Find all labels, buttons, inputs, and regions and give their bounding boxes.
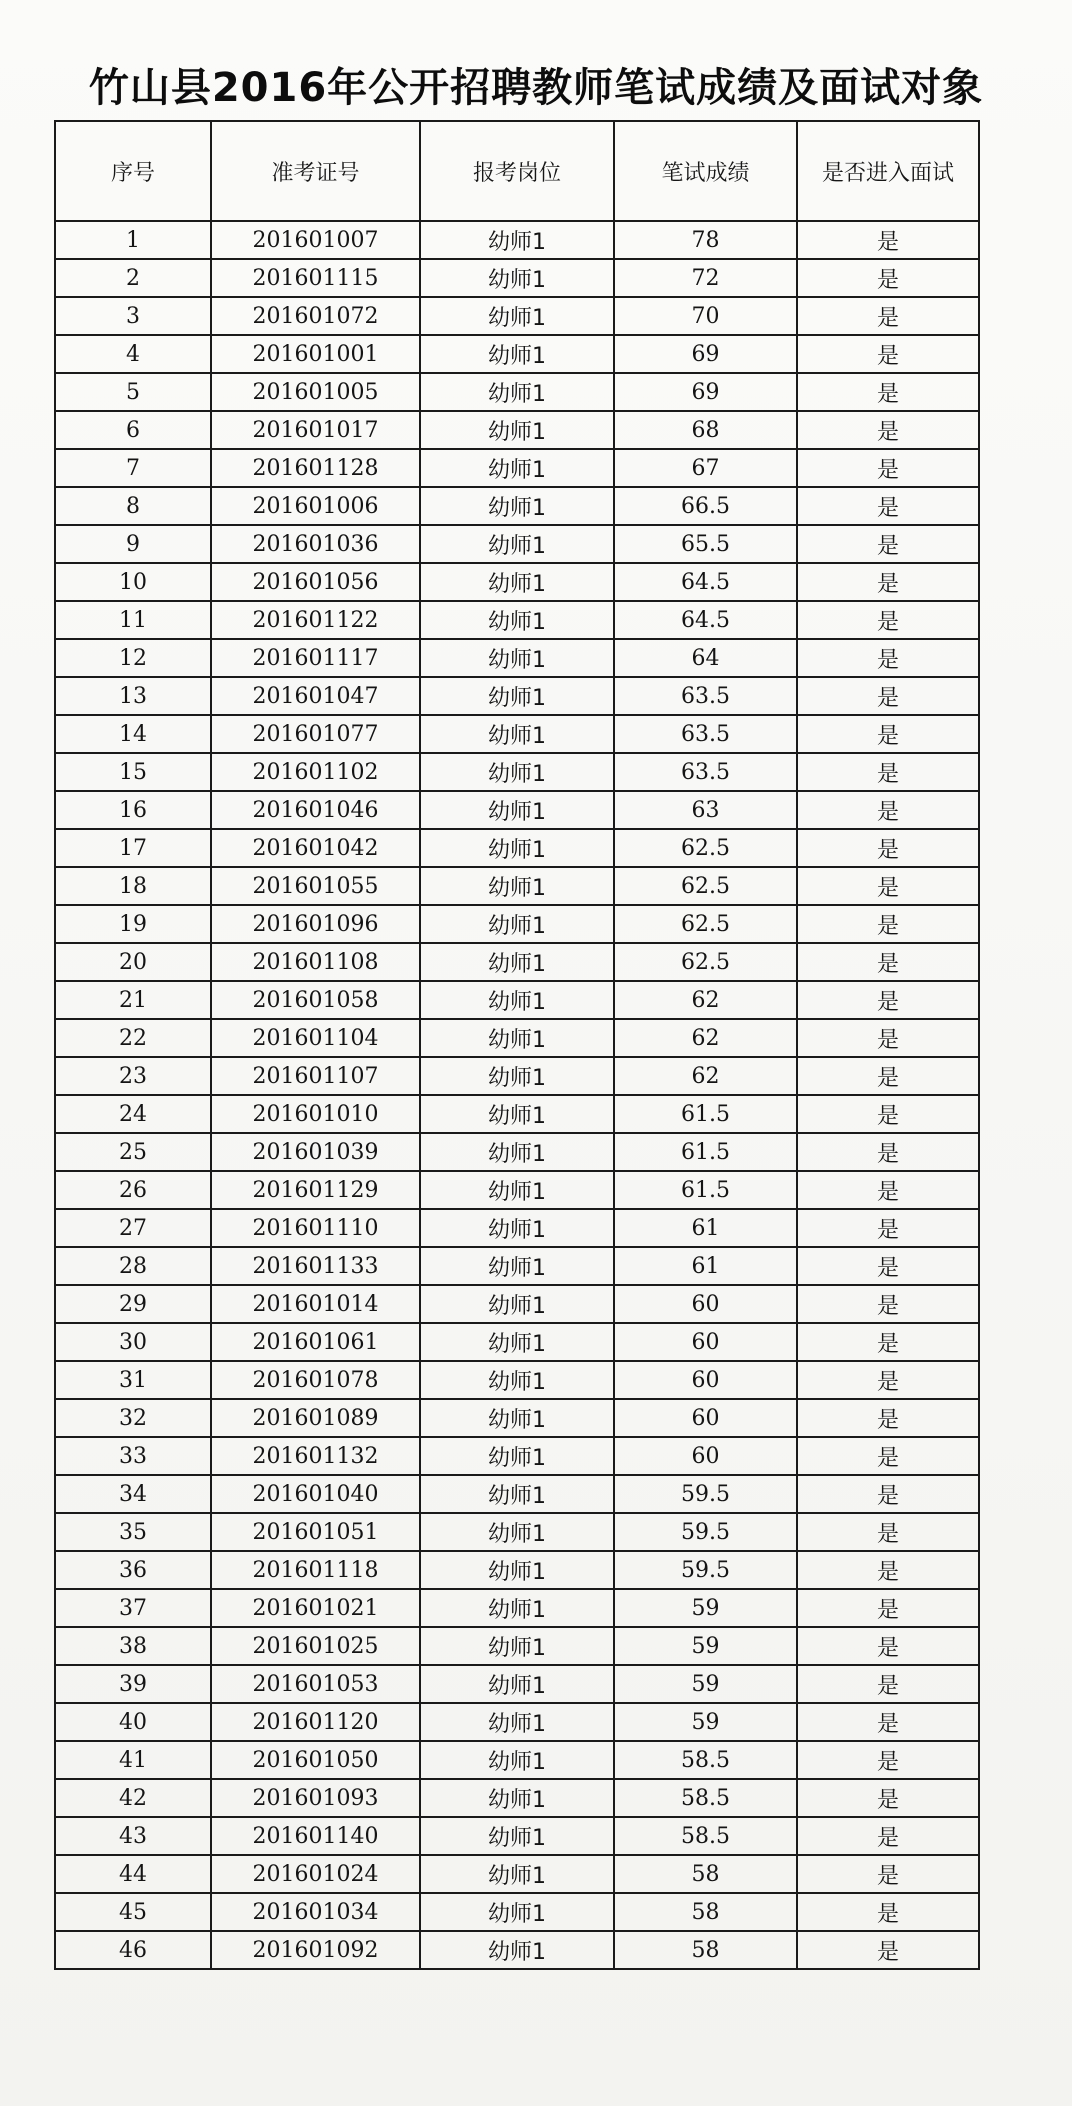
header-interview-status: 是否进入面试 xyxy=(797,121,979,221)
table-row xyxy=(55,791,979,829)
table-header-row xyxy=(55,121,979,221)
table-row xyxy=(55,715,979,753)
applied-position-cell: 幼师1 xyxy=(420,715,614,753)
exam-ticket-number-cell: 201601046 xyxy=(211,791,420,829)
interview-status-cell: 是 xyxy=(797,1437,979,1475)
serial-number-cell: 43 xyxy=(55,1817,211,1855)
interview-status-cell: 是 xyxy=(797,1779,979,1817)
table-row xyxy=(55,1779,979,1817)
written-score-cell: 61.5 xyxy=(614,1095,797,1133)
exam-ticket-number-cell: 201601053 xyxy=(211,1665,420,1703)
exam-ticket-number-cell: 201601072 xyxy=(211,297,420,335)
exam-ticket-number-cell: 201601077 xyxy=(211,715,420,753)
table-row xyxy=(55,1133,979,1171)
applied-position-cell: 幼师1 xyxy=(420,373,614,411)
applied-position-cell: 幼师1 xyxy=(420,1323,614,1361)
applied-position-cell: 幼师1 xyxy=(420,221,614,259)
interview-status-cell: 是 xyxy=(797,1589,979,1627)
header-applied-position: 报考岗位 xyxy=(420,121,614,221)
written-score-cell: 65.5 xyxy=(614,525,797,563)
exam-ticket-number-cell: 201601025 xyxy=(211,1627,420,1665)
applied-position-cell: 幼师1 xyxy=(420,1665,614,1703)
written-score-cell: 60 xyxy=(614,1285,797,1323)
serial-number-cell: 20 xyxy=(55,943,211,981)
serial-number-cell: 8 xyxy=(55,487,211,525)
written-score-cell: 59 xyxy=(614,1627,797,1665)
serial-number-cell: 3 xyxy=(55,297,211,335)
table-row xyxy=(55,373,979,411)
serial-number-cell: 39 xyxy=(55,1665,211,1703)
table-row xyxy=(55,1703,979,1741)
serial-number-cell: 37 xyxy=(55,1589,211,1627)
exam-ticket-number-cell: 201601128 xyxy=(211,449,420,487)
exam-ticket-number-cell: 201601005 xyxy=(211,373,420,411)
serial-number-cell: 31 xyxy=(55,1361,211,1399)
serial-number-cell: 32 xyxy=(55,1399,211,1437)
written-score-cell: 58.5 xyxy=(614,1779,797,1817)
written-score-cell: 59.5 xyxy=(614,1551,797,1589)
serial-number-cell: 23 xyxy=(55,1057,211,1095)
exam-ticket-number-cell: 201601089 xyxy=(211,1399,420,1437)
applied-position-cell: 幼师1 xyxy=(420,411,614,449)
interview-status-cell: 是 xyxy=(797,1855,979,1893)
applied-position-cell: 幼师1 xyxy=(420,335,614,373)
applied-position-cell: 幼师1 xyxy=(420,601,614,639)
written-score-cell: 61 xyxy=(614,1209,797,1247)
table-row xyxy=(55,1893,979,1931)
interview-status-cell: 是 xyxy=(797,1247,979,1285)
table-row xyxy=(55,1057,979,1095)
table-row xyxy=(55,563,979,601)
interview-status-cell: 是 xyxy=(797,1095,979,1133)
table-row xyxy=(55,1399,979,1437)
applied-position-cell: 幼师1 xyxy=(420,1855,614,1893)
header-exam-ticket-number: 准考证号 xyxy=(211,121,420,221)
applied-position-cell: 幼师1 xyxy=(420,1285,614,1323)
applied-position-cell: 幼师1 xyxy=(420,1399,614,1437)
written-score-cell: 72 xyxy=(614,259,797,297)
table-row xyxy=(55,1437,979,1475)
table-row xyxy=(55,1475,979,1513)
applied-position-cell: 幼师1 xyxy=(420,1931,614,1969)
table-row xyxy=(55,1247,979,1285)
serial-number-cell: 19 xyxy=(55,905,211,943)
written-score-cell: 59 xyxy=(614,1703,797,1741)
applied-position-cell: 幼师1 xyxy=(420,1589,614,1627)
exam-ticket-number-cell: 201601102 xyxy=(211,753,420,791)
written-score-cell: 63 xyxy=(614,791,797,829)
exam-ticket-number-cell: 201601110 xyxy=(211,1209,420,1247)
exam-ticket-number-cell: 201601129 xyxy=(211,1171,420,1209)
written-score-cell: 78 xyxy=(614,221,797,259)
applied-position-cell: 幼师1 xyxy=(420,1513,614,1551)
interview-status-cell: 是 xyxy=(797,1703,979,1741)
written-score-cell: 62.5 xyxy=(614,943,797,981)
written-score-cell: 61.5 xyxy=(614,1133,797,1171)
applied-position-cell: 幼师1 xyxy=(420,487,614,525)
serial-number-cell: 42 xyxy=(55,1779,211,1817)
interview-status-cell: 是 xyxy=(797,1057,979,1095)
written-score-cell: 60 xyxy=(614,1437,797,1475)
exam-ticket-number-cell: 201601047 xyxy=(211,677,420,715)
interview-status-cell: 是 xyxy=(797,259,979,297)
applied-position-cell: 幼师1 xyxy=(420,1741,614,1779)
exam-ticket-number-cell: 201601006 xyxy=(211,487,420,525)
interview-status-cell: 是 xyxy=(797,221,979,259)
header-written-score: 笔试成绩 xyxy=(614,121,797,221)
exam-ticket-number-cell: 201601117 xyxy=(211,639,420,677)
serial-number-cell: 1 xyxy=(55,221,211,259)
table-row xyxy=(55,1095,979,1133)
written-score-cell: 64.5 xyxy=(614,601,797,639)
serial-number-cell: 11 xyxy=(55,601,211,639)
serial-number-cell: 5 xyxy=(55,373,211,411)
applied-position-cell: 幼师1 xyxy=(420,867,614,905)
applied-position-cell: 幼师1 xyxy=(420,525,614,563)
table-row xyxy=(55,1513,979,1551)
table-row xyxy=(55,335,979,373)
exam-ticket-number-cell: 201601017 xyxy=(211,411,420,449)
exam-ticket-number-cell: 201601118 xyxy=(211,1551,420,1589)
interview-status-cell: 是 xyxy=(797,411,979,449)
exam-ticket-number-cell: 201601010 xyxy=(211,1095,420,1133)
serial-number-cell: 28 xyxy=(55,1247,211,1285)
written-score-cell: 58 xyxy=(614,1931,797,1969)
interview-status-cell: 是 xyxy=(797,449,979,487)
serial-number-cell: 41 xyxy=(55,1741,211,1779)
exam-ticket-number-cell: 201601014 xyxy=(211,1285,420,1323)
exam-ticket-number-cell: 201601140 xyxy=(211,1817,420,1855)
table-row xyxy=(55,1323,979,1361)
serial-number-cell: 36 xyxy=(55,1551,211,1589)
table-row xyxy=(55,829,979,867)
interview-status-cell: 是 xyxy=(797,1475,979,1513)
applied-position-cell: 幼师1 xyxy=(420,1817,614,1855)
interview-status-cell: 是 xyxy=(797,1513,979,1551)
table-row xyxy=(55,259,979,297)
interview-status-cell: 是 xyxy=(797,1133,979,1171)
applied-position-cell: 幼师1 xyxy=(420,449,614,487)
applied-position-cell: 幼师1 xyxy=(420,677,614,715)
exam-ticket-number-cell: 201601093 xyxy=(211,1779,420,1817)
table-row xyxy=(55,867,979,905)
applied-position-cell: 幼师1 xyxy=(420,1171,614,1209)
table-row xyxy=(55,1627,979,1665)
interview-status-cell: 是 xyxy=(797,1323,979,1361)
serial-number-cell: 24 xyxy=(55,1095,211,1133)
written-score-cell: 59 xyxy=(614,1589,797,1627)
serial-number-cell: 25 xyxy=(55,1133,211,1171)
exam-ticket-number-cell: 201601133 xyxy=(211,1247,420,1285)
page-title: 竹山县2016年公开招聘教师笔试成绩及面试对象 xyxy=(88,65,984,111)
table-row xyxy=(55,221,979,259)
serial-number-cell: 18 xyxy=(55,867,211,905)
applied-position-cell: 幼师1 xyxy=(420,905,614,943)
applied-position-cell: 幼师1 xyxy=(420,1551,614,1589)
exam-ticket-number-cell: 201601007 xyxy=(211,221,420,259)
table-row xyxy=(55,639,979,677)
table-row xyxy=(55,677,979,715)
written-score-cell: 58 xyxy=(614,1855,797,1893)
written-score-cell: 62.5 xyxy=(614,829,797,867)
serial-number-cell: 27 xyxy=(55,1209,211,1247)
serial-number-cell: 30 xyxy=(55,1323,211,1361)
written-score-cell: 64 xyxy=(614,639,797,677)
interview-status-cell: 是 xyxy=(797,1665,979,1703)
exam-ticket-number-cell: 201601058 xyxy=(211,981,420,1019)
exam-ticket-number-cell: 201601042 xyxy=(211,829,420,867)
written-score-cell: 60 xyxy=(614,1399,797,1437)
interview-status-cell: 是 xyxy=(797,1285,979,1323)
exam-ticket-number-cell: 201601040 xyxy=(211,1475,420,1513)
serial-number-cell: 7 xyxy=(55,449,211,487)
written-score-cell: 60 xyxy=(614,1323,797,1361)
exam-ticket-number-cell: 201601078 xyxy=(211,1361,420,1399)
table-row xyxy=(55,1855,979,1893)
interview-status-cell: 是 xyxy=(797,905,979,943)
interview-status-cell: 是 xyxy=(797,829,979,867)
table-row xyxy=(55,1171,979,1209)
interview-status-cell: 是 xyxy=(797,1627,979,1665)
serial-number-cell: 2 xyxy=(55,259,211,297)
table-row xyxy=(55,449,979,487)
table-body xyxy=(55,221,979,1969)
exam-ticket-number-cell: 201601050 xyxy=(211,1741,420,1779)
interview-status-cell: 是 xyxy=(797,1361,979,1399)
exam-ticket-number-cell: 201601107 xyxy=(211,1057,420,1095)
table-row xyxy=(55,1361,979,1399)
serial-number-cell: 16 xyxy=(55,791,211,829)
written-score-cell: 58.5 xyxy=(614,1817,797,1855)
interview-status-cell: 是 xyxy=(797,677,979,715)
exam-ticket-number-cell: 201601132 xyxy=(211,1437,420,1475)
written-score-cell: 69 xyxy=(614,335,797,373)
applied-position-cell: 幼师1 xyxy=(420,1779,614,1817)
written-score-cell: 61 xyxy=(614,1247,797,1285)
serial-number-cell: 15 xyxy=(55,753,211,791)
written-score-cell: 67 xyxy=(614,449,797,487)
written-score-cell: 63.5 xyxy=(614,753,797,791)
serial-number-cell: 35 xyxy=(55,1513,211,1551)
table-row xyxy=(55,411,979,449)
serial-number-cell: 29 xyxy=(55,1285,211,1323)
interview-status-cell: 是 xyxy=(797,867,979,905)
applied-position-cell: 幼师1 xyxy=(420,791,614,829)
table-row xyxy=(55,1817,979,1855)
interview-status-cell: 是 xyxy=(797,715,979,753)
written-score-cell: 62 xyxy=(614,1057,797,1095)
table-row xyxy=(55,1551,979,1589)
serial-number-cell: 6 xyxy=(55,411,211,449)
serial-number-cell: 14 xyxy=(55,715,211,753)
interview-status-cell: 是 xyxy=(797,1209,979,1247)
written-score-cell: 58 xyxy=(614,1893,797,1931)
table-row xyxy=(55,981,979,1019)
interview-status-cell: 是 xyxy=(797,1019,979,1057)
table-row xyxy=(55,1589,979,1627)
serial-number-cell: 10 xyxy=(55,563,211,601)
interview-status-cell: 是 xyxy=(797,1171,979,1209)
applied-position-cell: 幼师1 xyxy=(420,1703,614,1741)
exam-ticket-number-cell: 201601104 xyxy=(211,1019,420,1057)
interview-status-cell: 是 xyxy=(797,1399,979,1437)
interview-status-cell: 是 xyxy=(797,1893,979,1931)
table-row xyxy=(55,905,979,943)
written-score-cell: 58.5 xyxy=(614,1741,797,1779)
written-score-cell: 62 xyxy=(614,1019,797,1057)
exam-ticket-number-cell: 201601061 xyxy=(211,1323,420,1361)
serial-number-cell: 4 xyxy=(55,335,211,373)
serial-number-cell: 33 xyxy=(55,1437,211,1475)
table-row xyxy=(55,525,979,563)
serial-number-cell: 45 xyxy=(55,1893,211,1931)
applied-position-cell: 幼师1 xyxy=(420,1475,614,1513)
serial-number-cell: 9 xyxy=(55,525,211,563)
exam-ticket-number-cell: 201601092 xyxy=(211,1931,420,1969)
serial-number-cell: 40 xyxy=(55,1703,211,1741)
exam-ticket-number-cell: 201601024 xyxy=(211,1855,420,1893)
table-row xyxy=(55,1209,979,1247)
written-score-cell: 60 xyxy=(614,1361,797,1399)
interview-status-cell: 是 xyxy=(797,639,979,677)
written-score-cell: 62 xyxy=(614,981,797,1019)
table-row xyxy=(55,1931,979,1969)
interview-status-cell: 是 xyxy=(797,1551,979,1589)
serial-number-cell: 44 xyxy=(55,1855,211,1893)
applied-position-cell: 幼师1 xyxy=(420,297,614,335)
applied-position-cell: 幼师1 xyxy=(420,563,614,601)
serial-number-cell: 13 xyxy=(55,677,211,715)
serial-number-cell: 38 xyxy=(55,1627,211,1665)
serial-number-cell: 34 xyxy=(55,1475,211,1513)
applied-position-cell: 幼师1 xyxy=(420,943,614,981)
interview-status-cell: 是 xyxy=(797,487,979,525)
serial-number-cell: 12 xyxy=(55,639,211,677)
scores-table xyxy=(54,120,980,1970)
written-score-cell: 68 xyxy=(614,411,797,449)
interview-status-cell: 是 xyxy=(797,1931,979,1969)
exam-ticket-number-cell: 201601120 xyxy=(211,1703,420,1741)
interview-status-cell: 是 xyxy=(797,563,979,601)
interview-status-cell: 是 xyxy=(797,981,979,1019)
interview-status-cell: 是 xyxy=(797,943,979,981)
exam-ticket-number-cell: 201601115 xyxy=(211,259,420,297)
table-row xyxy=(55,297,979,335)
interview-status-cell: 是 xyxy=(797,297,979,335)
interview-status-cell: 是 xyxy=(797,335,979,373)
written-score-cell: 69 xyxy=(614,373,797,411)
applied-position-cell: 幼师1 xyxy=(420,1247,614,1285)
written-score-cell: 64.5 xyxy=(614,563,797,601)
exam-ticket-number-cell: 201601036 xyxy=(211,525,420,563)
written-score-cell: 59.5 xyxy=(614,1475,797,1513)
serial-number-cell: 17 xyxy=(55,829,211,867)
written-score-cell: 63.5 xyxy=(614,715,797,753)
table-row xyxy=(55,487,979,525)
exam-ticket-number-cell: 201601034 xyxy=(211,1893,420,1931)
written-score-cell: 59.5 xyxy=(614,1513,797,1551)
interview-status-cell: 是 xyxy=(797,753,979,791)
applied-position-cell: 幼师1 xyxy=(420,1627,614,1665)
written-score-cell: 66.5 xyxy=(614,487,797,525)
exam-ticket-number-cell: 201601108 xyxy=(211,943,420,981)
interview-status-cell: 是 xyxy=(797,373,979,411)
interview-status-cell: 是 xyxy=(797,1741,979,1779)
exam-ticket-number-cell: 201601122 xyxy=(211,601,420,639)
interview-status-cell: 是 xyxy=(797,791,979,829)
applied-position-cell: 幼师1 xyxy=(420,1057,614,1095)
exam-ticket-number-cell: 201601056 xyxy=(211,563,420,601)
applied-position-cell: 幼师1 xyxy=(420,981,614,1019)
interview-status-cell: 是 xyxy=(797,601,979,639)
serial-number-cell: 46 xyxy=(55,1931,211,1969)
exam-ticket-number-cell: 201601039 xyxy=(211,1133,420,1171)
applied-position-cell: 幼师1 xyxy=(420,1893,614,1931)
written-score-cell: 59 xyxy=(614,1665,797,1703)
applied-position-cell: 幼师1 xyxy=(420,639,614,677)
applied-position-cell: 幼师1 xyxy=(420,1133,614,1171)
applied-position-cell: 幼师1 xyxy=(420,1361,614,1399)
table-row xyxy=(55,1285,979,1323)
written-score-cell: 62.5 xyxy=(614,905,797,943)
table-row xyxy=(55,753,979,791)
exam-ticket-number-cell: 201601001 xyxy=(211,335,420,373)
exam-ticket-number-cell: 201601096 xyxy=(211,905,420,943)
applied-position-cell: 幼师1 xyxy=(420,1019,614,1057)
written-score-cell: 61.5 xyxy=(614,1171,797,1209)
table-row xyxy=(55,601,979,639)
exam-ticket-number-cell: 201601055 xyxy=(211,867,420,905)
interview-status-cell: 是 xyxy=(797,1817,979,1855)
applied-position-cell: 幼师1 xyxy=(420,1209,614,1247)
exam-ticket-number-cell: 201601051 xyxy=(211,1513,420,1551)
interview-status-cell: 是 xyxy=(797,525,979,563)
applied-position-cell: 幼师1 xyxy=(420,1095,614,1133)
header-serial-number: 序号 xyxy=(55,121,211,221)
table-row xyxy=(55,1665,979,1703)
serial-number-cell: 22 xyxy=(55,1019,211,1057)
applied-position-cell: 幼师1 xyxy=(420,1437,614,1475)
exam-ticket-number-cell: 201601021 xyxy=(211,1589,420,1627)
applied-position-cell: 幼师1 xyxy=(420,753,614,791)
serial-number-cell: 26 xyxy=(55,1171,211,1209)
applied-position-cell: 幼师1 xyxy=(420,259,614,297)
serial-number-cell: 21 xyxy=(55,981,211,1019)
written-score-cell: 70 xyxy=(614,297,797,335)
written-score-cell: 62.5 xyxy=(614,867,797,905)
table-row xyxy=(55,1019,979,1057)
table-row xyxy=(55,943,979,981)
written-score-cell: 63.5 xyxy=(614,677,797,715)
table-row xyxy=(55,1741,979,1779)
applied-position-cell: 幼师1 xyxy=(420,829,614,867)
